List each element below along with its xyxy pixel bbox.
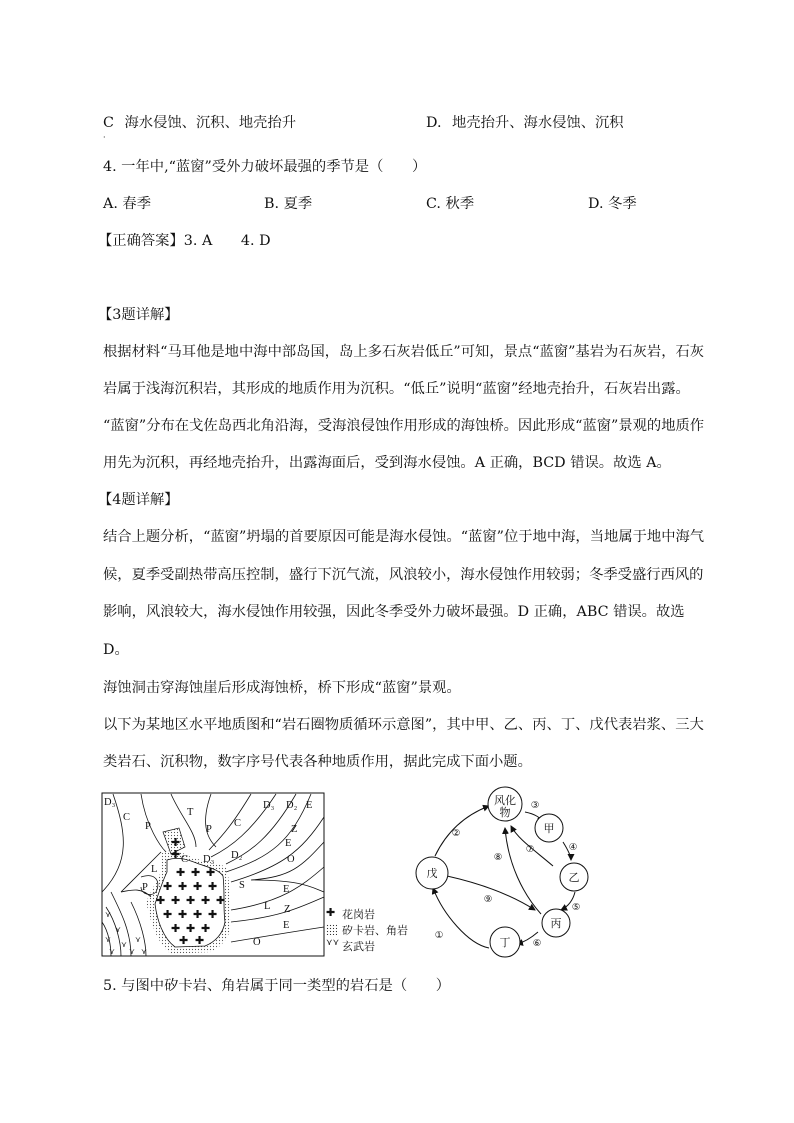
map-label: O <box>287 854 295 865</box>
basalt-legend-icon: ⋎⋎ <box>326 938 340 948</box>
map-label: C <box>181 854 189 865</box>
basalt-mark: ⋎ <box>115 925 121 934</box>
q3-option-c <box>103 113 296 133</box>
map-legend <box>326 906 426 956</box>
map-label: D₃ <box>203 854 215 865</box>
map-label: C <box>123 812 131 823</box>
map-label: E <box>283 884 290 895</box>
analysis4-heading: 【4题详解】 <box>98 492 179 508</box>
granite-mark: ✚ <box>193 880 203 893</box>
node-label-bing: 丙 <box>550 917 562 930</box>
node-label-wu: 戊 <box>426 867 438 880</box>
granite-mark: ✚ <box>178 880 188 893</box>
q5-stem: 5. 与图中矽卡岩、角岩属于同一类型的岩石是（ ） <box>103 978 451 994</box>
basalt-mark: ⋎ <box>109 947 115 956</box>
map-label: E <box>283 920 290 931</box>
geological-map <box>101 792 326 958</box>
option-letter: C <box>103 115 114 131</box>
process-number: ① <box>434 930 444 941</box>
granite-mark: ✚ <box>178 908 188 921</box>
q3-option-d <box>426 113 624 133</box>
granite-mark: ✚ <box>208 880 218 893</box>
legend-basalt: 玄武岩 <box>342 940 375 953</box>
map-label: E <box>285 838 292 849</box>
node-label-yi: 乙 <box>568 871 580 884</box>
option-text: 地壳抬升、海水侵蚀、沉积 <box>452 115 624 131</box>
node-label-jia: 甲 <box>543 822 555 835</box>
basalt-mark: ⋎ <box>105 910 111 919</box>
granite-legend-icon: ✚ <box>326 906 336 919</box>
legend-skarn-hornfels: 矽卡岩、角岩 <box>342 924 408 937</box>
granite-mark: ✚ <box>176 866 186 879</box>
node-label-weathered: 风化 <box>494 794 516 807</box>
granite-mark: ✚ <box>171 836 181 849</box>
granite-mark: ✚ <box>201 894 211 907</box>
granite-mark: ✚ <box>216 894 226 907</box>
granite-mark: ✚ <box>195 934 205 947</box>
analysis3-line: 岩属于浅海沉积岩，其形成的地质作用为沉积。“低丘”说明“蓝窗”经地壳抬升，石灰岩出露。 <box>103 381 690 397</box>
process-number: ⑦ <box>525 844 535 855</box>
node-label-weathered-2: 物 <box>499 806 511 819</box>
q4-option-a: A. 春季 <box>103 196 152 212</box>
process-number: ④ <box>568 842 578 853</box>
granite-mark: ✚ <box>179 934 189 947</box>
legend-granite: 花岗岩 <box>342 908 375 921</box>
intro-line: 以下为某地区水平地质图和“岩石圈物质循环示意图”，其中甲、乙、丙、丁、戊代表岩浆、三大 <box>103 717 704 733</box>
node-label-ding: 丁 <box>499 936 511 949</box>
map-label: D₂ <box>231 850 243 861</box>
analysis3-line: 根据材料“马耳他是地中海中部岛国，岛上多石灰岩低丘”可知，景点“蓝窗”基岩为石灰岩，石灰 <box>103 344 705 360</box>
basalt-mark: ⋎ <box>121 940 127 949</box>
basalt-mark: ⋎ <box>129 947 135 956</box>
analysis3-line: “蓝窗”分布在戈佐岛西北角沿海，受海浪侵蚀作用形成的海蚀桥。因此形成“蓝窗”景观的地质作 <box>103 418 705 434</box>
analysis3-line: 用先为沉积，再经地壳抬升，出露海面后，受到海水侵蚀。A 正确，BCD 错误。故选 A。 <box>103 455 671 471</box>
intro-line: 类岩石、沉积物，数字序号代表各种地质作用，据此完成下面小题。 <box>103 754 532 770</box>
granite-mark: ✚ <box>156 894 166 907</box>
granite-mark: ✚ <box>193 908 203 921</box>
option-text: 海水侵蚀、沉积、地壳抬升 <box>124 115 297 131</box>
map-label: P <box>206 824 212 835</box>
process-number: ⑤ <box>571 902 581 913</box>
map-label: S <box>239 880 245 891</box>
analysis4-line: 候，夏季受副热带高压控制，盛行下沉气流，风浪较小，海水侵蚀作用较弱；冬季受盛行西风的 <box>103 567 704 583</box>
basalt-mark: ⋎ <box>141 947 147 956</box>
granite-mark: ✚ <box>186 922 196 935</box>
process-number: ② <box>451 828 461 839</box>
granite-mark: ✚ <box>208 908 218 921</box>
map-label: L <box>151 864 158 875</box>
granite-mark: ✚ <box>163 908 173 921</box>
map-label: E <box>306 800 313 811</box>
basalt-mark: ⋎ <box>135 935 141 944</box>
map-label: D₃ <box>263 800 275 811</box>
analysis4-line: 影响，风浪较大，海水侵蚀作用较强，因此冬季受外力破坏最强。D 正确，ABC 错误。故选 <box>103 604 685 620</box>
map-label: D₂ <box>286 800 298 811</box>
granite-mark: ✚ <box>171 848 181 861</box>
process-number: ⑧ <box>493 852 503 863</box>
q4-option-c: C. 秋季 <box>426 196 475 212</box>
q4-option-d: D. 冬季 <box>588 196 637 212</box>
basalt-mark: ⋎ <box>105 935 111 944</box>
process-number: ⑨ <box>483 894 493 905</box>
hornfels-legend-icon <box>326 924 337 935</box>
option-letter: D. <box>426 115 442 131</box>
granite-mark: ✚ <box>201 922 211 935</box>
rock-cycle-diagram <box>413 784 598 964</box>
map-label: Z <box>284 904 291 915</box>
map-label: P <box>142 882 148 893</box>
q4-option-b: B. 夏季 <box>264 196 313 212</box>
map-label: D₃ <box>104 797 116 808</box>
granite-mark: ✚ <box>171 894 181 907</box>
granite-mark: ✚ <box>191 866 201 879</box>
granite-mark: ✚ <box>186 894 196 907</box>
analysis4-line: D。 <box>103 642 129 658</box>
stray-mark: · <box>103 133 106 142</box>
map-label: L <box>264 901 271 912</box>
process-number: ③ <box>530 800 540 811</box>
map-label: C <box>234 818 242 829</box>
granite-mark: ✚ <box>163 880 173 893</box>
analysis3-heading: 【3题详解】 <box>98 307 179 323</box>
granite-mark: ✚ <box>171 922 181 935</box>
granite-mark: ✚ <box>206 866 216 879</box>
analysis4-note: 海蚀洞击穿海蚀崖后形成海蚀桥，桥下形成“蓝窗”景观。 <box>103 680 461 696</box>
map-label: P <box>145 821 151 832</box>
map-label: Z <box>291 824 298 835</box>
process-number: ⑥ <box>532 938 542 949</box>
analysis4-line: 结合上题分析，“蓝窗”坍塌的首要原因可能是海水侵蚀。“蓝窗”位于地中海，当地属于地中海气 <box>103 529 705 545</box>
map-label: O <box>253 937 261 948</box>
map-label: T <box>187 807 194 818</box>
answer-line: 【正确答案】3. A 4. D <box>98 233 271 249</box>
q4-stem: 4. 一年中,“蓝窗”受外力破坏最强的季节是（ ） <box>103 159 427 175</box>
